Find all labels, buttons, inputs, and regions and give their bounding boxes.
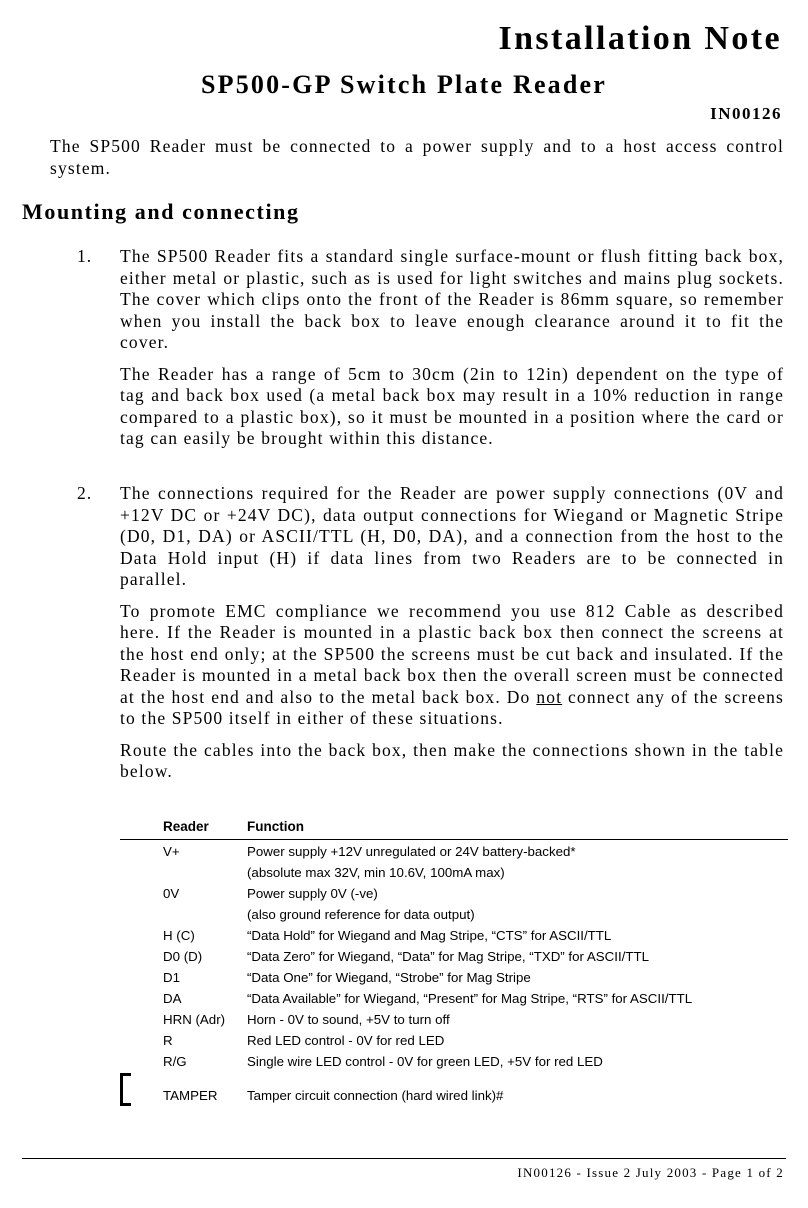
- function-cell: “Data Hold” for Wiegand and Mag Stripe, “CTS” for ASCII/TTL: [247, 928, 612, 943]
- table-row: [120, 924, 788, 945]
- table-row: [120, 882, 788, 903]
- function-cell: Horn - 0V to sound, +5V to turn off: [247, 1012, 450, 1027]
- emc-text-after: connect any of the screens to the SP500 itself in either of these situations.: [120, 686, 784, 728]
- list-number-1: 1.: [77, 246, 93, 266]
- function-cell: (also ground reference for data output): [247, 907, 475, 922]
- reader-cell: 0V: [163, 886, 180, 901]
- tamper-row: [120, 1084, 788, 1105]
- function-cell: Single wire LED control - 0V for green LED, +5V for red LED: [247, 1054, 603, 1069]
- emc-paragraph: [120, 601, 784, 730]
- reader-cell: R: [163, 1033, 173, 1048]
- header-function: Function: [247, 819, 304, 834]
- reader-cell: H (C): [163, 928, 195, 943]
- function-cell: Power supply 0V (-ve): [247, 886, 378, 901]
- reader-cell: D1: [163, 970, 180, 985]
- page-footer: IN00126 - Issue 2 July 2003 - Page 1 of 2: [517, 1165, 784, 1180]
- item2-paragraph1: The connections required for the Reader are power supply connections (0V and +12V DC or +24V DC), data output connections for Wiegand or Magnetic Stripe (D0, D1, DA) or ASCII/TTL (H, D0, DA), and a connection from the host to the Data Hold input (H) if data lines from two Readers are to be connected in parallel.: [120, 483, 784, 589]
- section-heading: Mounting and connecting: [22, 199, 300, 224]
- table-row: [120, 966, 788, 987]
- emc-text-before: To promote EMC compliance we recommend you use 812 Cable as described here. If the Reader is mounted in a plastic back box then connect the screens at the host end only; at the SP500 the screens must be cut back and insulated. If the Reader is mounted in a metal back box then the overall screen must be connected at the host end and also to the metal back box. Do: [120, 600, 784, 707]
- reader-cell: V+: [163, 844, 180, 859]
- document-subtitle: SP500-GP Switch Plate Reader: [200, 70, 608, 99]
- list-number-2: 2.: [77, 483, 93, 503]
- list-item-1: [120, 246, 784, 460]
- header-reader: Reader: [163, 819, 209, 834]
- intro-paragraph: The SP500 Reader must be connected to a power supply and to a host access control system.: [50, 136, 784, 178]
- table-row: [120, 1029, 788, 1050]
- function-cell: “Data Zero” for Wiegand, “Data” for Mag Stripe, “TXD” for ASCII/TTL: [247, 949, 649, 964]
- table-row: [120, 1050, 788, 1071]
- function-cell: “Data Available” for Wiegand, “Present” for Mag Stripe, “RTS” for ASCII/TTL: [247, 991, 693, 1006]
- reader-cell: D0 (D): [163, 949, 203, 964]
- table-row: [120, 945, 788, 966]
- list-item-2: [120, 483, 784, 793]
- tamper-reader-cell: TAMPER: [163, 1088, 218, 1103]
- document-title: Installation Note: [498, 20, 782, 57]
- tamper-function-cell: Tamper circuit connection (hard wired link)#: [247, 1088, 504, 1103]
- table-header: [120, 815, 788, 840]
- connections-table: [120, 815, 788, 1105]
- function-cell: Red LED control - 0V for red LED: [247, 1033, 445, 1048]
- emc-underlined-not: not: [536, 686, 563, 707]
- table-row: [120, 903, 788, 924]
- tamper-bracket-icon: [120, 1073, 131, 1106]
- item1-paragraph2: The Reader has a range of 5cm to 30cm (2in to 12in) dependent on the type of tag and back box used (a metal back box may result in a 10% reduction in range compared to a plastic box), so it must be mounted in a position where the card or tag can easily be brought within this distance.: [120, 363, 784, 448]
- reader-cell: HRN (Adr): [163, 1012, 226, 1027]
- function-cell: (absolute max 32V, min 10.6V, 100mA max): [247, 865, 505, 880]
- table-row: [120, 987, 788, 1008]
- table-row: [120, 861, 788, 882]
- table-row: [120, 840, 788, 861]
- footer-divider: [22, 1158, 786, 1159]
- reader-cell: R/G: [163, 1054, 187, 1069]
- document-code: IN00126: [710, 104, 782, 123]
- item1-paragraph1: The SP500 Reader fits a standard single surface-mount or flush fitting back box, either metal or plastic, such as is used for light switches and mains plug sockets. The cover which clips onto the front of the Reader is 86mm square, so remember when you install the back box to leave enough clearance around it to fit the cover.: [120, 246, 784, 352]
- function-cell: “Data One” for Wiegand, “Strobe” for Mag Stripe: [247, 970, 531, 985]
- item2-paragraph3: Route the cables into the back box, then make the connections shown in the table below.: [120, 739, 784, 781]
- table-row: [120, 1008, 788, 1029]
- reader-cell: DA: [163, 991, 182, 1006]
- function-cell: Power supply +12V unregulated or 24V battery-backed*: [247, 844, 576, 859]
